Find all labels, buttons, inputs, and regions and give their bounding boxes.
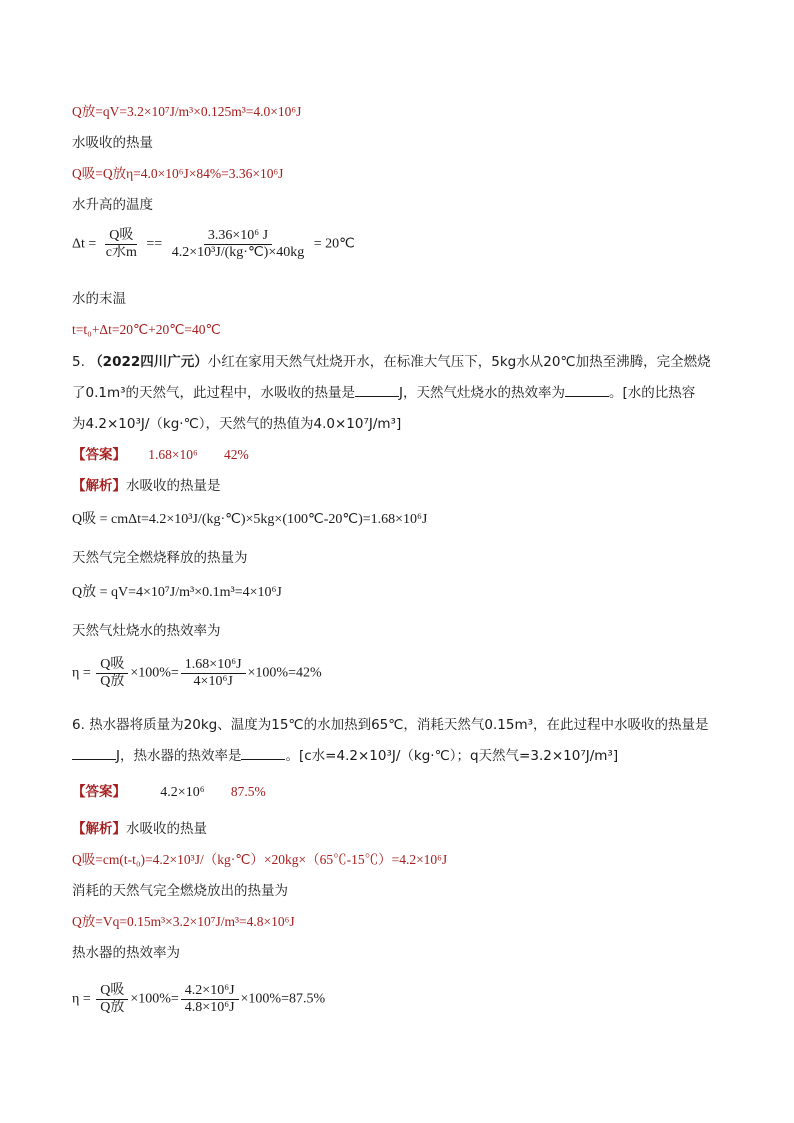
q6-number: 6. [72, 717, 85, 733]
q5-eta-frac-1 [96, 657, 128, 690]
q4-label-temp-rise: 水升高的温度 [72, 197, 153, 213]
q6-label-eff: 热水器的热效率为 [72, 945, 180, 961]
q5-eta-equation [72, 657, 322, 690]
q5-eta-num1: Q吸 [96, 657, 128, 674]
q5-q-fang-formula: Q放 = qV=4×10⁷J/m³×0.1m³=4×10⁶J [72, 585, 282, 600]
q5-eta-num2: 1.68×10⁶J [181, 657, 246, 674]
q5-analysis-row [72, 477, 221, 495]
q6-stem-1: 热水器将质量为20kg、温度为15℃的水加热到65℃，消耗天然气0.15m³，在此过程中水吸收的热量是 [89, 717, 709, 733]
dt-num2: 3.36×10⁶ J [204, 228, 272, 245]
q5-q-xi-formula: Q吸 = cmΔt=4.2×10³J/(kg·℃)×5kg×(100℃-20℃)=1.68×10⁶J [72, 512, 428, 527]
q6-analysis-label: 【解析】 [72, 821, 126, 837]
q5-blank-2[interactable] [565, 384, 609, 397]
q6-eta-mid: ×100%= [130, 991, 179, 1007]
q5-eta-frac-2 [181, 657, 246, 690]
q6-label-fang: 消耗的天然气完全燃烧放出的热量为 [72, 883, 288, 899]
q5-label-fang: 天然气完全燃烧释放的热量为 [72, 550, 248, 566]
q4-final-formula: t=t₀+Δt=20℃+20℃=40℃ [72, 322, 221, 337]
q5-eta-tail: ×100%=42% [247, 665, 322, 681]
q4-q-xi-formula: Q吸=Q放η=4.0×10⁶J×84%=3.36×10⁶J [72, 166, 284, 181]
q6-eta-lhs: η = [72, 991, 91, 1007]
dt-frac-1 [102, 228, 141, 261]
q6-answer-2: 87.5% [230, 784, 266, 799]
q6-stem-2a: J，热水器的热效率是 [116, 748, 242, 764]
q5-source: （2022四川广元） [89, 354, 208, 370]
q6-eta-num2: 4.2×10⁶J [181, 983, 239, 1000]
q5-stem-line2 [72, 384, 695, 402]
q5-stem-2b: J，天然气灶烧水的热效率为 [399, 385, 566, 401]
q5-answer-row [72, 446, 249, 464]
q6-stem-line2 [72, 747, 618, 765]
q5-eta-lhs: η = [72, 665, 91, 681]
q6-eta-den2: 4.8×10⁶J [184, 1000, 235, 1015]
q6-q-fang-formula: Q放=Vq=0.15m³×3.2×10⁷J/m³=4.8×10⁶J [72, 914, 295, 929]
q5-stem-1: 小红在家用天然气灶烧开水，在标准大气压下，5kg水从20℃加热至沸腾，完全燃烧 [207, 354, 711, 370]
q6-blank-1[interactable] [72, 747, 116, 760]
q5-answer-1: 1.68×10⁶ [148, 447, 198, 462]
q5-answer-2: 42% [224, 447, 249, 462]
q6-stem-2b: 。[c水=4.2×10³J/（kg·℃）；q天然气=3.2×10⁷J/m³] [285, 748, 619, 764]
q6-answer-1: 4.2×10⁶ [160, 785, 205, 800]
q4-q-fang-formula: Q放=qV=3.2×10⁷J/m³×0.125m³=4.0×10⁶J [72, 104, 302, 119]
q5-blank-1[interactable] [355, 384, 399, 397]
q5-eta-mid: ×100%= [130, 665, 179, 681]
q6-eta-frac-2 [181, 983, 239, 1016]
q5-stem-line1 [72, 353, 711, 371]
q5-label-eff: 天然气灶烧水的热效率为 [72, 623, 221, 639]
q6-blank-2[interactable] [241, 747, 285, 760]
q6-eta-den1: Q放 [100, 1000, 125, 1015]
q5-answer-label: 【答案】 [72, 447, 126, 463]
q6-analysis-row [72, 820, 207, 838]
dt-den2: 4.2×10³J/(kg·℃)×40kg [171, 245, 305, 260]
q6-eta-frac-1 [96, 983, 128, 1016]
dt-result: = 20℃ [313, 236, 355, 252]
dt-frac-2 [168, 228, 309, 261]
q6-q-xi-formula: Q吸=cm(t-t₀)=4.2×10³J/（kg·℃）×20kg×（65℃-15℃）=4.2×10⁶J [72, 852, 448, 867]
q5-stem-2c: 。[水的比热容 [609, 385, 696, 401]
dt-lhs: Δt = [72, 236, 97, 252]
q5-stem-line3: 为4.2×10³J/（kg·℃），天然气的热值为4.0×10⁷J/m³] [72, 416, 402, 432]
dt-eqeq: == [146, 236, 163, 252]
q5-analysis-intro: 水吸收的热量是 [126, 478, 221, 494]
q5-eta-den2: 4×10⁶J [193, 674, 233, 689]
q4-label-absorbed: 水吸收的热量 [72, 135, 153, 151]
q4-label-final-temp: 水的末温 [72, 291, 126, 307]
q5-analysis-label: 【解析】 [72, 478, 126, 494]
q6-analysis-intro: 水吸收的热量 [126, 821, 207, 837]
q6-eta-equation [72, 983, 325, 1016]
q6-eta-num1: Q吸 [96, 983, 128, 1000]
q6-eta-tail: ×100%=87.5% [240, 991, 326, 1007]
q4-dt-equation [72, 228, 355, 261]
dt-num1: Q吸 [105, 228, 137, 245]
dt-den1: c水m [105, 245, 137, 260]
q5-eta-den1: Q放 [100, 674, 125, 689]
q5-stem-2a: 了0.1m³的天然气，此过程中，水吸收的热量是 [72, 385, 356, 401]
q6-stem-line1 [72, 716, 709, 734]
q6-answer-row [72, 783, 266, 802]
q6-answer-label: 【答案】 [72, 784, 126, 800]
q5-number: 5. [72, 354, 85, 370]
